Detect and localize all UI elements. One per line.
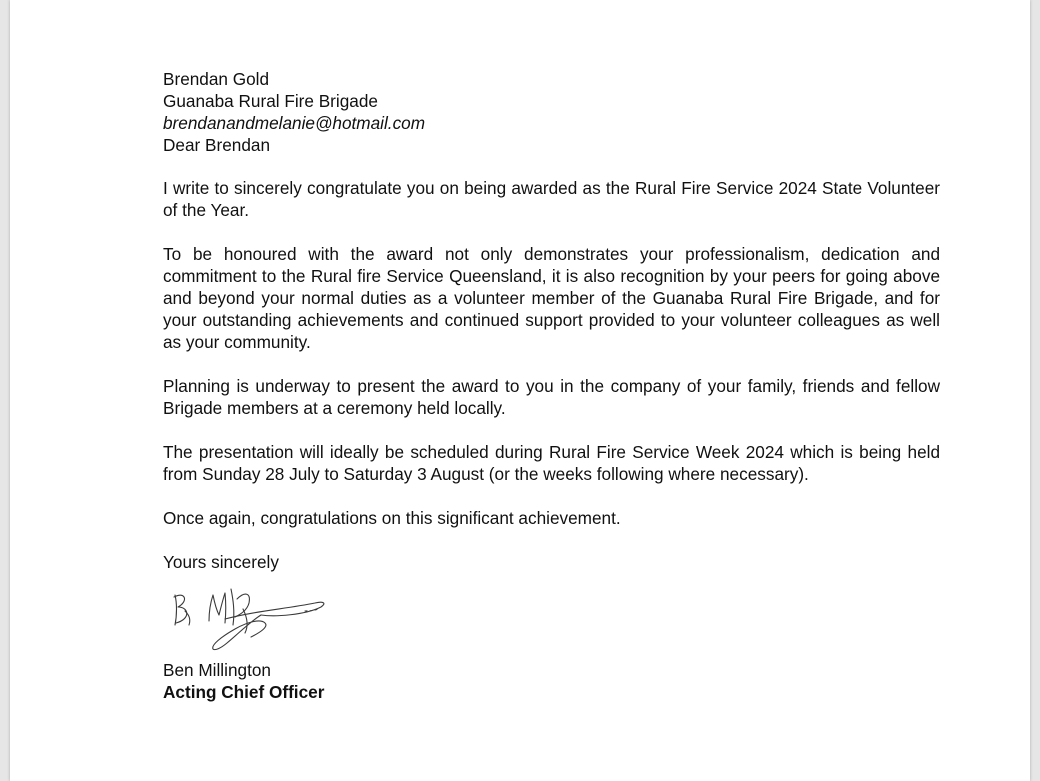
paragraph-recognition: To be honoured with the award not only demonstrates your professionalism, dedication and commitment to the Rural fire Service Queensland, it is also recognition by your peers for going above and beyond your normal duties as a volunteer member of the Guanaba Rural Fire Brigade, and for your outstanding achievements and continued support provided to your volunteer colleagues as well as your community. [163, 244, 940, 352]
salutation: Dear Brendan [163, 135, 271, 155]
recipient-name: Brendan Gold [163, 69, 270, 89]
recipient-email: brendanandmelanie@hotmail.com [163, 113, 426, 133]
recipient-organisation: Guanaba Rural Fire Brigade [163, 91, 378, 111]
paragraph-planning: Planning is underway to present the award to you in the company of your family, friends and fellow Brigade members at a ceremony held locally. [163, 376, 940, 418]
recipient-address [163, 68, 940, 134]
paragraph-congratulations: I write to sincerely congratulate you on being awarded as the Rural Fire Service 2024 State Volunteer of the Year. [163, 178, 940, 220]
letter-content [163, 68, 940, 703]
letter-page [10, 0, 1030, 781]
handwritten-signature [165, 581, 335, 659]
paragraph-presentation: The presentation will ideally be scheduled during Rural Fire Service Week 2024 which is being held from Sunday 28 July to Saturday 3 August (or the weeks following where necessary). [163, 442, 940, 484]
sender-name: Ben Millington [163, 660, 271, 680]
sender-title: Acting Chief Officer [163, 682, 325, 702]
closing: Yours sincerely [163, 552, 279, 572]
paragraph-closing-remark: Once again, congratulations on this significant achievement. [163, 508, 621, 528]
